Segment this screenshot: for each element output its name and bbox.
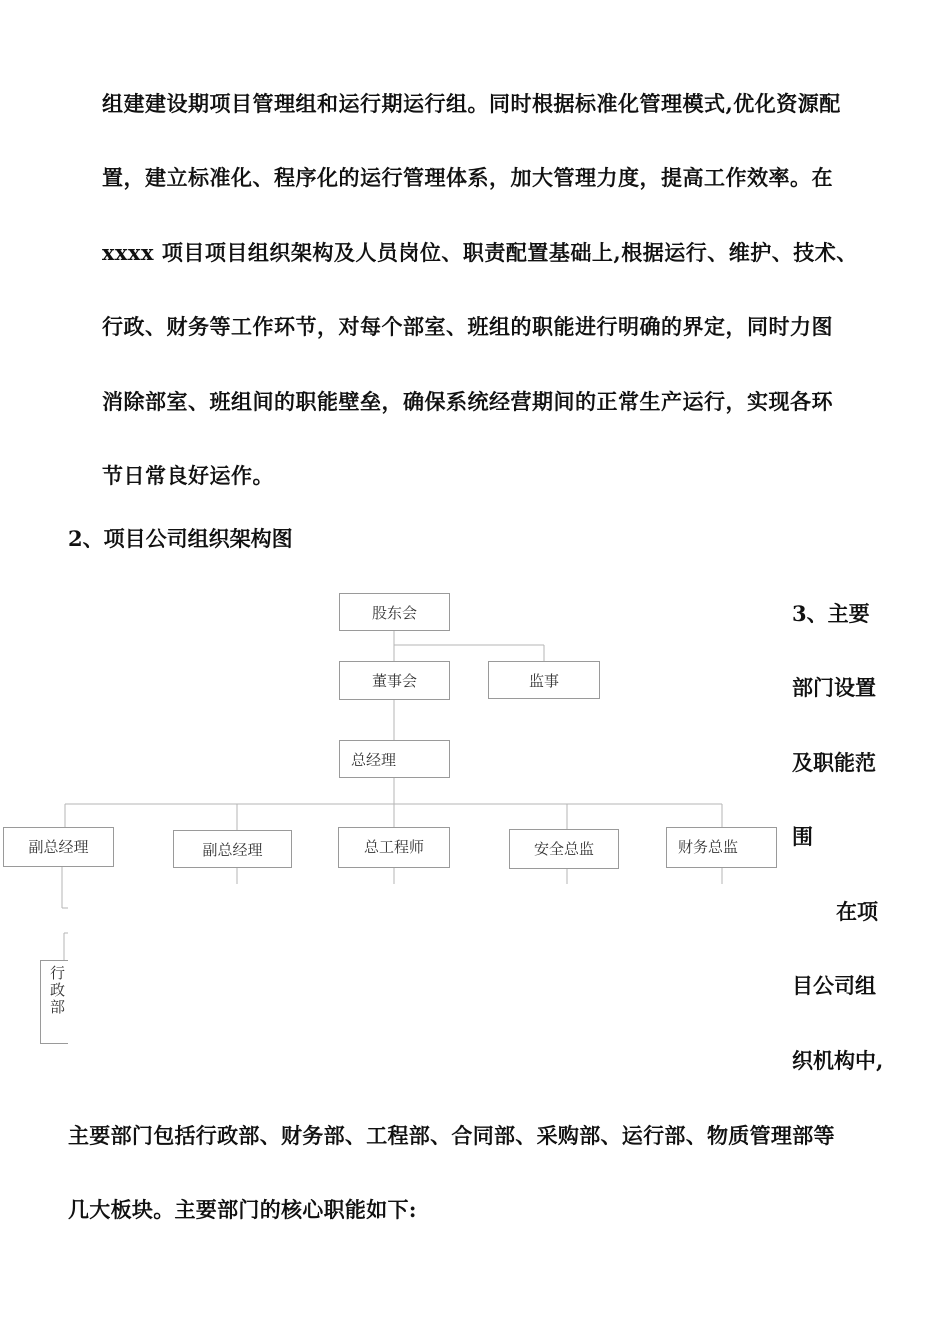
org-box-safety-director: 安全总监 <box>509 829 619 869</box>
org-box-chief-engineer: 总工程师 <box>338 827 450 868</box>
side-text-line-2: 部门设置 <box>792 675 876 700</box>
org-box-deputy-gm-2: 副总经理 <box>173 830 292 868</box>
org-box-deputy-gm-1: 副总经理 <box>3 827 114 867</box>
paragraph-line-5: 消除部室、班组间的职能壁垒，确保系统经营期间的正常生产运行，实现各环 <box>102 389 833 414</box>
side-text-line-6: 目公司组 <box>792 973 876 998</box>
org-box-general-manager: 总经理 <box>339 740 450 778</box>
org-box-finance-director: 财务总监 <box>666 827 777 868</box>
paragraph-line-6: 节日常良好运作。 <box>102 463 274 488</box>
side-text-line-7: 织机构中, <box>792 1048 884 1073</box>
org-box-board: 董事会 <box>339 661 450 700</box>
side-text-line-5: 在项 <box>836 899 878 924</box>
paragraph-line-1: 组建建设期项目管理组和运行期运行组。同时根据标准化管理模式,优化资源配 <box>102 91 841 116</box>
paragraph-line-4: 行政、财务等工作环节，对每个部室、班组的职能进行明确的界定，同时力图 <box>102 314 833 339</box>
side-text-line-4: 围 <box>792 824 813 849</box>
org-box-admin-dept: 行政部 <box>40 960 68 1044</box>
paragraph-line-2: 置，建立标准化、程序化的运行管理体系，加大管理力度，提高工作效率。在 <box>102 165 833 190</box>
continuation-line-2: 几大板块。主要部门的核心职能如下: <box>68 1197 417 1222</box>
org-box-shareholders: 股东会 <box>339 593 450 631</box>
side-text-line-1: 3、主要 <box>792 601 870 626</box>
continuation-line-1: 主要部门包括行政部、财务部、工程部、合同部、采购部、运行部、物质管理部等 <box>68 1123 835 1148</box>
side-text-line-3: 及职能范 <box>792 750 876 775</box>
section-heading-org-chart: 2、项目公司组织架构图 <box>68 526 293 551</box>
paragraph-line-3: xxxx 项目项目组织架构及人员岗位、职责配置基础上,根据运行、维护、技术、 <box>102 240 858 265</box>
org-box-supervisor: 监事 <box>488 661 600 699</box>
